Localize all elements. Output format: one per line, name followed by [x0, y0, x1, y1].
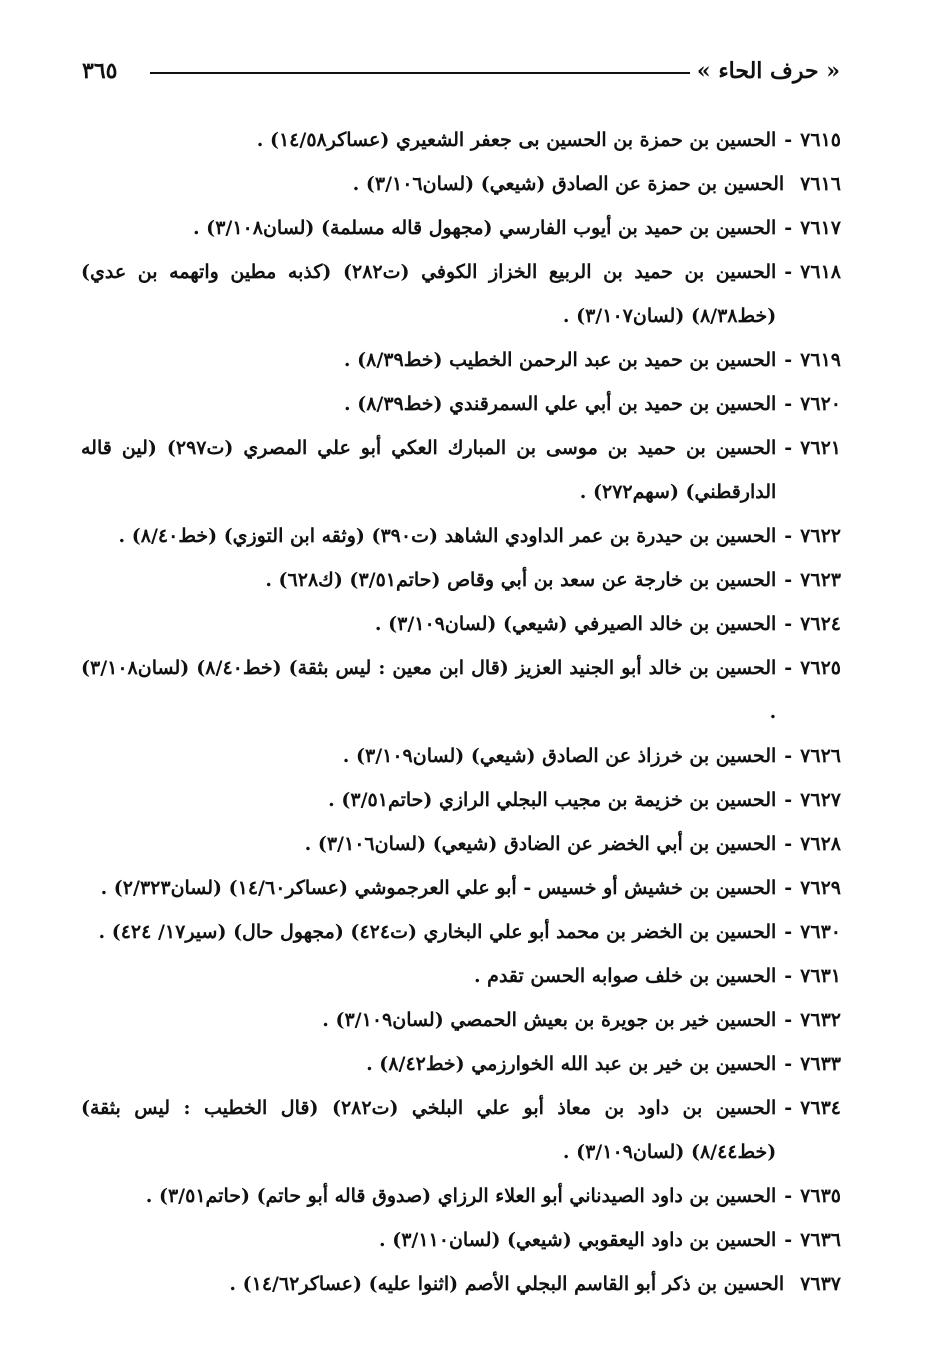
entry-text: الحسين بن خشيش أو خسيس - أبو علي العرجموشي (عساكر١٤/٦٠) (لسان٢/٣٢٣) . — [100, 877, 777, 899]
entry-number: ٧٦٣٤ — [800, 1097, 841, 1119]
entry-separator: - — [784, 1229, 793, 1251]
entry-list — [81, 118, 841, 1306]
entry-text: الحسين بن داود الصيدناني أبو العلاء الرزاي (صدوق قاله أبو حاتم) (حاتم٣/٥١) . — [145, 1185, 777, 1207]
entry-text: الحسين بن حميد بن موسى بن المبارك العكي أبو علي المصري (ت٢٩٧) (لين قاله الدارقطني) (سهم٢٧٢) . — [81, 437, 777, 503]
entry-text: الحسين بن خزيمة بن مجيب البجلي الرازي (حاتم٣/٥١) . — [328, 789, 777, 811]
entry-number: ٧٦٣٥ — [800, 1185, 841, 1207]
entry-text: الحسين بن خرزاذ عن الصادق (شيعي) (لسان٣/١٠٩) . — [342, 745, 777, 767]
entry-number: ٧٦٣٧ — [800, 1273, 841, 1295]
entry-separator: - — [784, 1097, 793, 1119]
entry-text: الحسين بن الخضر بن محمد أبو علي البخاري (ت٤٢٤) (مجهول حال) (سير١٧/ ٤٢٤) . — [98, 921, 777, 943]
entry-number: ٧٦٢٦ — [800, 745, 841, 767]
running-head — [82, 52, 840, 92]
entry-number: ٧٦٢٠ — [800, 393, 841, 415]
entry-text: الحسين بن خالد أبو الجنيد العزيز (قال ابن معين : ليس بثقة) (خط٨/٤٠) (لسان٣/١٠٨) . — [81, 657, 777, 723]
entry-text: الحسين بن خالد الصيرفي (شيعي) (لسان٣/١٠٩) . — [374, 613, 777, 635]
entry-text: الحسين بن داود بن معاذ أبو علي البلخي (ت٢٨٢) (قال الخطيب : ليس بثقة) (خط٨/٤٤) (لسان٣/١٠٩) . — [81, 1097, 777, 1163]
entry-row — [81, 206, 841, 250]
entry-row — [81, 382, 841, 426]
entry-number: ٧٦٣٢ — [800, 1009, 841, 1031]
entry-number: ٧٦٣٠ — [800, 921, 841, 943]
entry-separator: - — [784, 921, 793, 943]
entry-separator: - — [784, 877, 793, 899]
entry-text: الحسين بن حميد بن الربيع الخزاز الكوفي (ت٢٨٢) (كذبه مطين واتهمه بن عدي) (خط٨/٣٨) (لسان٣/١٠٧) . — [81, 261, 777, 327]
entry-separator: - — [784, 1009, 793, 1031]
entry-separator: - — [784, 393, 793, 415]
entry-separator: - — [784, 745, 793, 767]
entry-number: ٧٦٣١ — [800, 965, 841, 987]
entry-row — [81, 822, 841, 866]
entry-number: ٧٦١٦ — [800, 173, 841, 195]
entry-row — [81, 1262, 841, 1306]
entry-text: الحسين بن أبي الخضر عن الضادق (شيعي) (لسان٣/١٠٦) . — [304, 833, 777, 855]
entry-text: الحسين بن حمزة بن الحسين بى جعفر الشعيري (عساكر١٤/٥٨) . — [256, 129, 777, 151]
entry-row — [81, 250, 841, 338]
entry-separator: - — [784, 129, 793, 151]
entry-text: الحسين بن داود اليعقوبي (شيعي) (لسان٣/١١٠) . — [378, 1229, 777, 1251]
entry-separator: - — [784, 833, 793, 855]
entry-row — [81, 1086, 841, 1174]
header-rule — [150, 72, 690, 74]
page-number: ٣٦٥ — [82, 58, 118, 84]
entry-row — [81, 602, 841, 646]
entry-text: الحسين بن حميد بن عبد الرحمن الخطيب (خط٨/٣٩) . — [343, 349, 777, 371]
entry-row — [81, 338, 841, 382]
entry-number: ٧٦٢٨ — [800, 833, 841, 855]
entry-separator: - — [784, 437, 793, 459]
entry-number: ٧٦٢٧ — [800, 789, 841, 811]
entry-number: ٧٦٢٢ — [800, 525, 841, 547]
entry-text: الحسين بن حيدرة بن عمر الداودي الشاهد (ت٣٩٠) (وثقه ابن التوزي) (خط٨/٤٠) . — [118, 525, 777, 547]
entry-number: ٧٦٢٥ — [800, 657, 841, 679]
entry-number: ٧٦٢١ — [800, 437, 841, 459]
entry-number: ٧٦١٩ — [800, 349, 841, 371]
entry-number: ٧٦٣٦ — [800, 1229, 841, 1251]
entry-text: الحسين بن خير بن عبد الله الخوارزمي (خط٨/٤٢) . — [366, 1053, 777, 1075]
entry-text: الحسين بن حميد بن أبي علي السمرقندي (خط٨/٣٩) . — [343, 393, 777, 415]
entry-row — [81, 910, 841, 954]
entry-row — [81, 1042, 841, 1086]
entry-separator: - — [784, 1053, 793, 1075]
entry-separator: - — [784, 525, 793, 547]
entry-number: ٧٦٢٣ — [800, 569, 841, 591]
entry-text: الحسين بن خارجة عن سعد بن أبي وقاص (حاتم٣/٥١) (ك٦٢٨) . — [265, 569, 777, 591]
entry-separator: - — [784, 349, 793, 371]
entry-text: الحسين بن خلف صوابه الحسن تقدم . — [473, 965, 777, 987]
entry-text: الحسين بن حميد بن أيوب الفارسي (مجهول قاله مسلمة) (لسان٣/١٠٨) . — [192, 217, 777, 239]
entry-row — [81, 514, 841, 558]
entry-row — [81, 426, 841, 514]
entry-row — [81, 646, 841, 734]
entry-row — [81, 1218, 841, 1262]
entry-separator: - — [784, 789, 793, 811]
entry-row — [81, 118, 841, 162]
entry-text: الحسين خير بن جويرة بن بعيش الحمصي (لسان٣/١٠٩) . — [322, 1009, 777, 1031]
running-title: « حرف الحاء » — [696, 58, 840, 84]
entry-separator: - — [784, 569, 793, 591]
entry-separator: - — [784, 657, 793, 679]
entry-separator: - — [784, 217, 793, 239]
entry-row — [81, 998, 841, 1042]
entry-text: الحسين بن ذكر أبو القاسم البجلي الأصم (اثنوا عليه) (عساكر١٤/٦٢) . — [229, 1273, 785, 1295]
entry-number: ٧٦١٧ — [800, 217, 841, 239]
entry-separator: - — [784, 965, 793, 987]
entry-separator: - — [784, 261, 793, 283]
entry-separator: - — [784, 613, 793, 635]
entry-number: ٧٦٣٣ — [800, 1053, 841, 1075]
entry-row — [81, 778, 841, 822]
entry-row — [81, 866, 841, 910]
entry-number: ٧٦١٥ — [800, 129, 841, 151]
entry-row — [81, 954, 841, 998]
entry-number: ٧٦٢٤ — [800, 613, 841, 635]
entry-separator: - — [784, 1185, 793, 1207]
entry-row — [81, 734, 841, 778]
entry-number: ٧٦٢٩ — [800, 877, 841, 899]
entry-row — [81, 1174, 841, 1218]
entry-number: ٧٦١٨ — [800, 261, 841, 283]
entry-row — [81, 558, 841, 602]
entry-text: الحسين بن حمزة عن الصادق (شيعي) (لسان٣/١٠٦) . — [352, 173, 785, 195]
entry-row — [81, 162, 841, 206]
